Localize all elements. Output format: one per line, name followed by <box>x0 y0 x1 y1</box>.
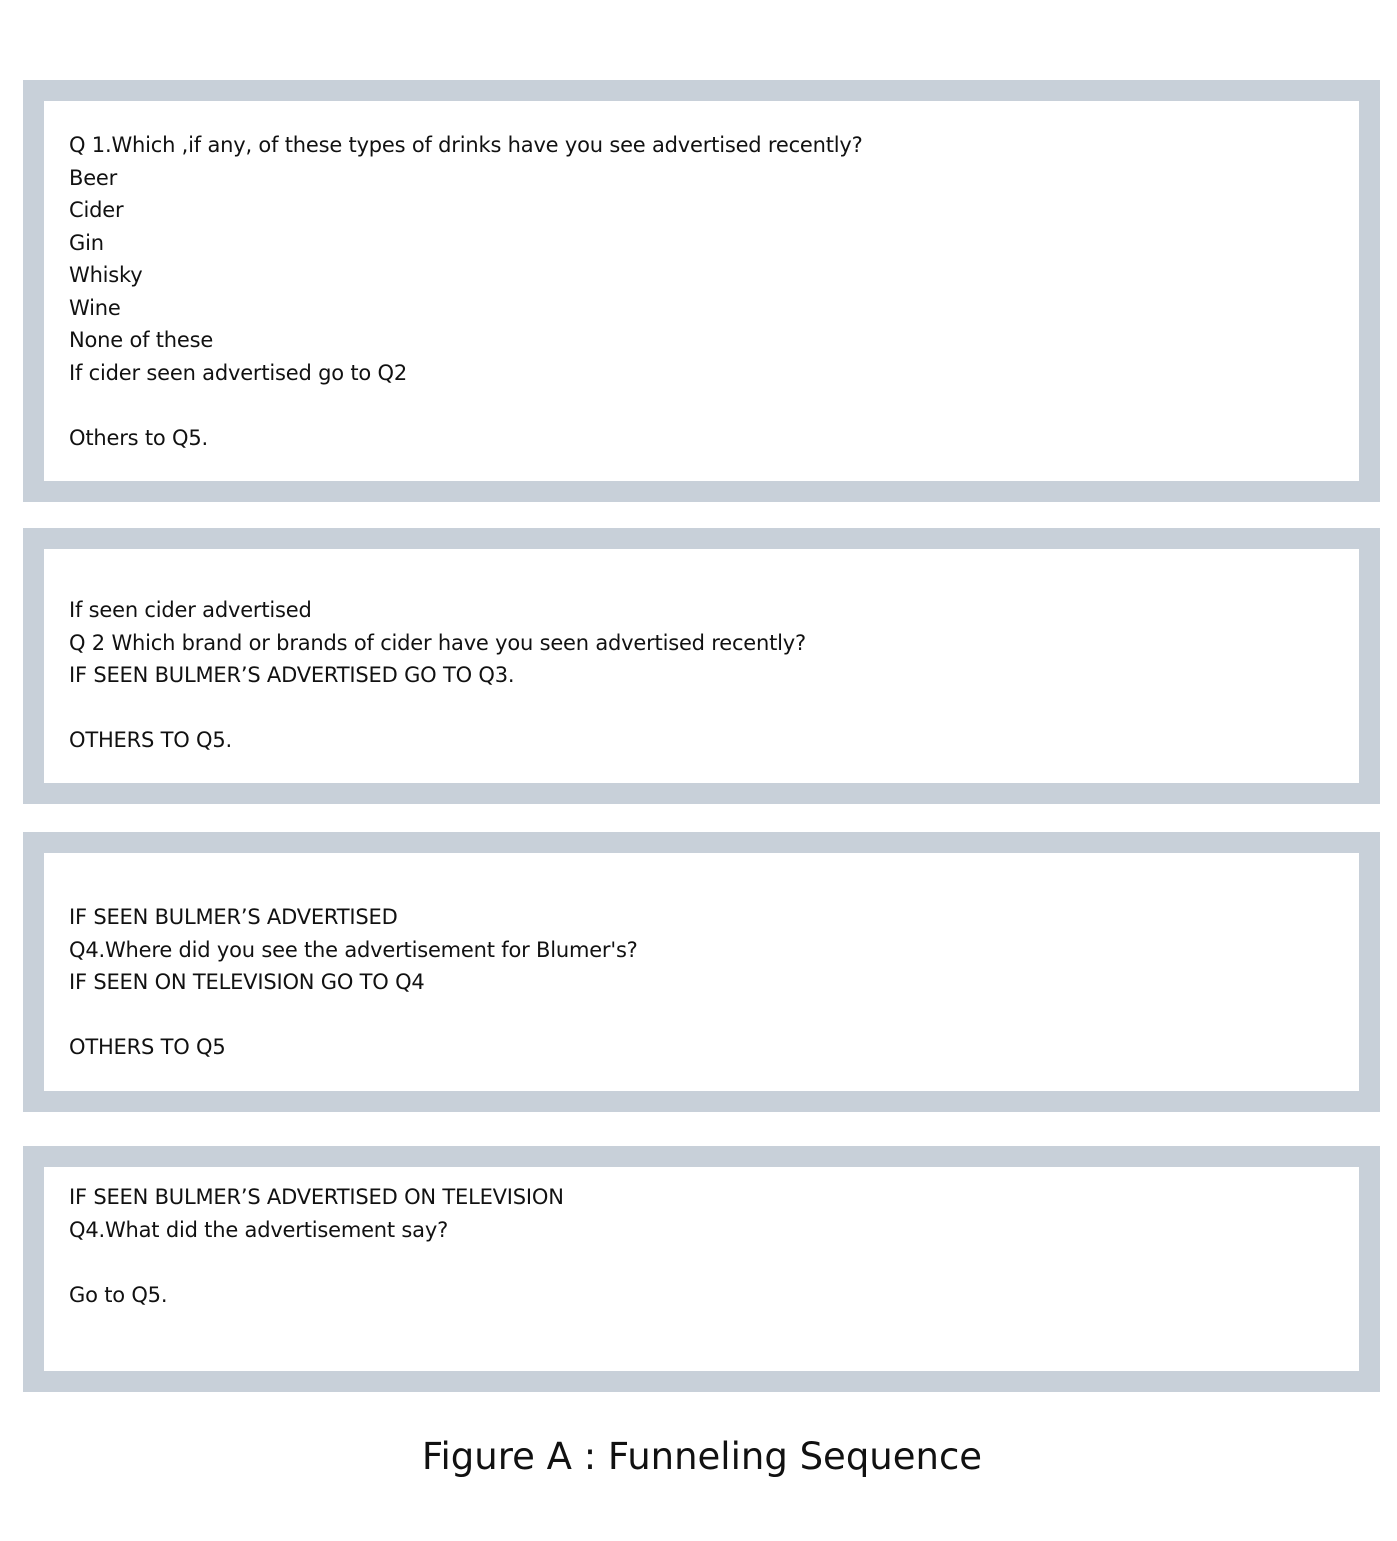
q1-others-instruction: Others to Q5. <box>69 425 208 450</box>
question-box-q2 <box>23 528 1380 804</box>
q2-blank-line <box>69 692 1334 725</box>
q1-routing-instruction: If cider seen advertised go to Q2 <box>69 360 407 385</box>
question-box-q1-content <box>69 129 1334 454</box>
question-box-q3 <box>23 832 1380 1112</box>
figure-caption: Figure A : Funneling Sequence <box>421 1435 983 1478</box>
q3-routing-instruction: IF SEEN ON TELEVISION GO TO Q4 <box>69 970 425 994</box>
q3-others-instruction: OTHERS TO Q5 <box>69 1035 226 1059</box>
q2-filter-condition: If seen cider advertised <box>69 598 312 622</box>
q4-question: Q4.What did the advertisement say? <box>69 1217 449 1242</box>
q1-option-wine: Wine <box>69 295 121 320</box>
question-box-q1 <box>23 80 1380 502</box>
q3-blank-line <box>69 999 1334 1032</box>
q1-option-whisky: Whisky <box>69 263 143 287</box>
q2-question: Q 2 Which brand or brands of cider have you seen advertised recently? <box>69 630 806 655</box>
q1-option-none: None of these <box>69 328 214 352</box>
q1-question: Q 1.Which ,if any, of these types of drinks have you see advertised recently? <box>69 133 863 157</box>
question-box-q2-content <box>69 594 1334 757</box>
question-box-q3-content <box>69 901 1334 1064</box>
q2-others-instruction: OTHERS TO Q5. <box>69 728 233 752</box>
q3-question: Q4.Where did you see the advertisement for Blumer's? <box>69 937 638 962</box>
q1-option-gin: Gin <box>69 230 104 255</box>
q4-filter-condition: IF SEEN BULMER’S ADVERTISED ON TELEVISION <box>69 1185 564 1209</box>
q4-blank-line <box>69 1246 1334 1279</box>
q1-blank-line <box>69 389 1334 422</box>
q4-routing-instruction: Go to Q5. <box>69 1282 168 1307</box>
question-box-q4 <box>23 1146 1380 1392</box>
question-box-q4-content <box>69 1181 1334 1311</box>
q2-routing-instruction: IF SEEN BULMER’S ADVERTISED GO TO Q3. <box>69 663 515 687</box>
q1-option-beer: Beer <box>69 165 118 190</box>
q1-option-cider: Cider <box>69 198 124 222</box>
q3-filter-condition: IF SEEN BULMER’S ADVERTISED <box>69 905 398 929</box>
